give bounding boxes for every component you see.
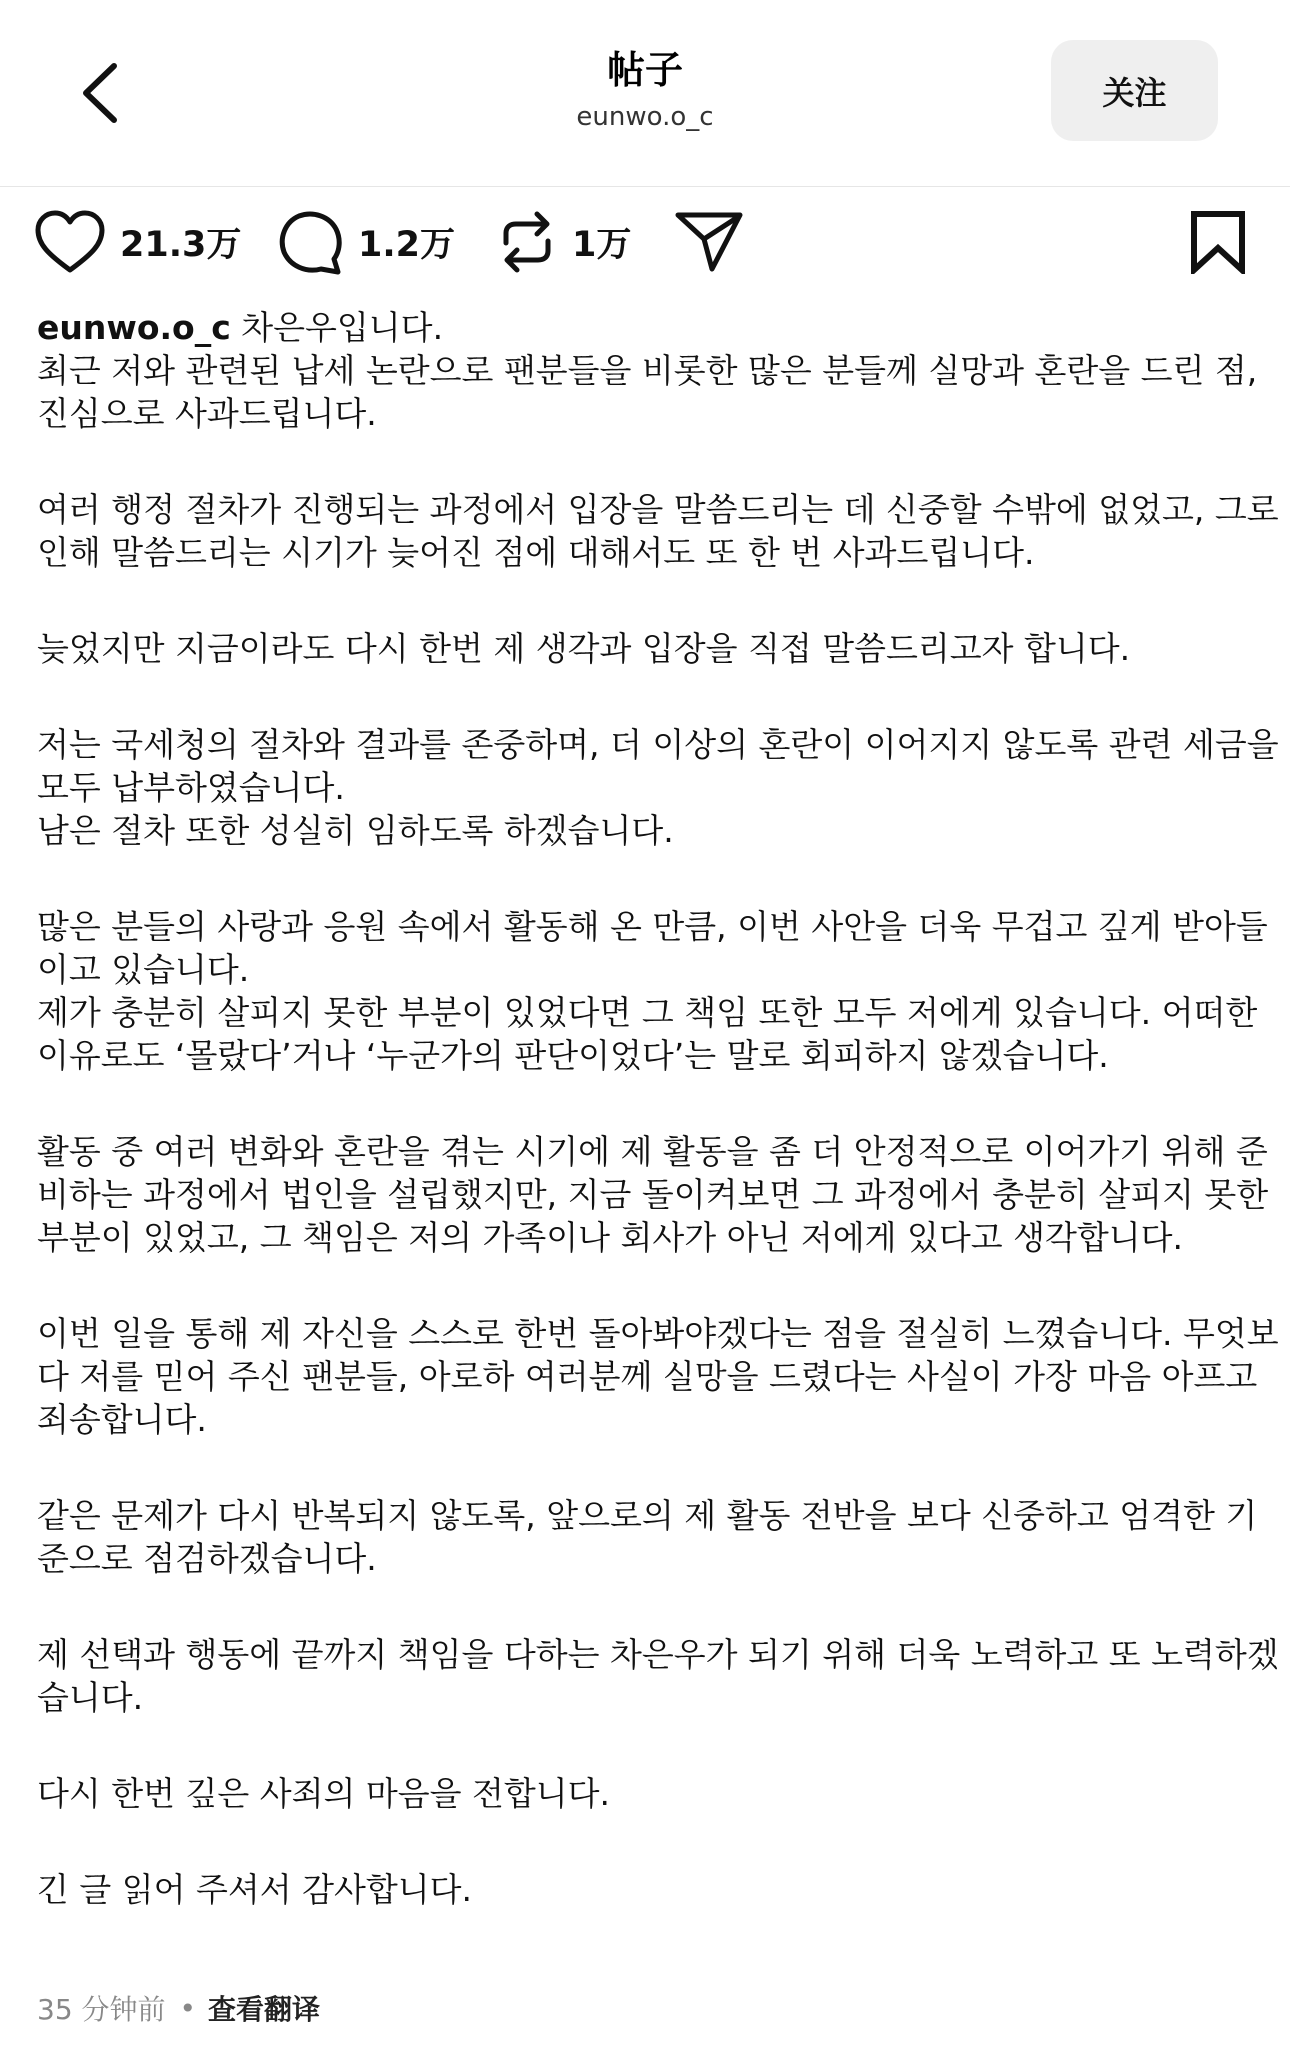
page-title: 帖子	[606, 48, 683, 92]
caption-line: 죄송합니다.	[37, 1400, 207, 1439]
caption-line: 모두 납부하였습니다.	[37, 768, 345, 807]
caption-line: 비하는 과정에서 법인을 설립했지만, 지금 돌이켜보면 그 과정에서 충분히 살피지 못한	[37, 1175, 1269, 1214]
top-bar	[0, 0, 1290, 187]
caption-paragraph	[37, 1130, 1269, 1259]
caption-line: 진심으로 사과드립니다.	[37, 394, 377, 433]
like-button[interactable]	[34, 200, 241, 284]
caption-line: 이유로도 ‘몰랐다’거나 ‘누군가의 판단이었다’는 말로 회피하지 않겠습니다.	[37, 1036, 1109, 1075]
caption-line: 제 선택과 행동에 끝까지 책임을 다하는 차은우가 되기 위해 더욱 노력하고 또 노력하겠	[37, 1635, 1279, 1674]
bookmark-icon	[1190, 210, 1246, 274]
comment-count: 1.2万	[358, 225, 456, 265]
caption-paragraph	[37, 349, 1262, 435]
footer-separator: •	[179, 1991, 197, 2025]
caption-line: 인해 말씀드리는 시기가 늦어진 점에 대해서도 또 한 번 사과드립니다.	[37, 533, 1035, 572]
caption-line: 긴 글 읽어 주셔서 감사합니다.	[37, 1870, 472, 1909]
caption-paragraph	[37, 1494, 1262, 1580]
caption-first-line	[37, 306, 1262, 349]
caption-line: 같은 문제가 다시 반복되지 않도록, 앞으로의 제 활동 전반을 보다 신중하고 엄격한 기	[37, 1496, 1258, 1535]
header-username[interactable]: eunwo.o_c	[576, 102, 714, 132]
caption-line: 많은 분들의 사랑과 응원 속에서 활동해 온 만큼, 이번 사안을 더욱 무겁고 깊게 받아들	[37, 907, 1268, 946]
action-bar	[34, 200, 1256, 284]
caption-paragraph	[37, 1772, 1262, 1815]
caption-line: 저는 국세청의 절차와 결과를 존중하며, 더 이상의 혼란이 이어지지 않도록 관련 세금을	[37, 725, 1279, 764]
caption-paragraph	[37, 723, 1279, 852]
post-footer	[37, 1988, 320, 2028]
caption-line: 이번 일을 통해 제 자신을 스스로 한번 돌아봐야겠다는 점을 절실히 느꼈습니다. 무엇보	[37, 1314, 1279, 1353]
caption-line: 최근 저와 관련된 납세 논란으로 팬분들을 비롯한 많은 분들께 실망과 혼란을 드린 점,	[37, 351, 1258, 390]
caption-line: 여러 행정 절차가 진행되는 과정에서 입장을 말씀드리는 데 신중할 수밖에 없었고, 그로	[37, 490, 1279, 529]
caption-line: 준으로 점검하겠습니다.	[37, 1539, 377, 1578]
share-button[interactable]	[674, 200, 744, 284]
caption-paragraph	[37, 1312, 1279, 1441]
caption-paragraph	[37, 488, 1279, 574]
caption-paragraph	[37, 905, 1268, 1077]
caption-paragraph	[37, 627, 1262, 670]
comment-icon	[278, 209, 344, 275]
caption-author[interactable]: eunwo.o_c	[37, 308, 231, 347]
bookmark-button[interactable]	[1180, 204, 1256, 280]
see-translation-link[interactable]: 查看翻译	[208, 1993, 321, 2026]
post-timestamp: 35 分钟前	[37, 1993, 166, 2026]
caption-line: 다시 한번 깊은 사죄의 마음을 전합니다.	[37, 1774, 610, 1813]
share-icon	[674, 209, 744, 275]
follow-button[interactable]: 关注	[1051, 40, 1218, 141]
caption-paragraph	[37, 1633, 1279, 1719]
repost-icon	[496, 209, 558, 275]
caption-line: 제가 충분히 살피지 못한 부분이 있었다면 그 책임 또한 모두 저에게 있습니다. 어떠한	[37, 993, 1258, 1032]
caption-line: 남은 절차 또한 성실히 임하도록 하겠습니다.	[37, 811, 674, 850]
like-count: 21.3万	[120, 225, 242, 265]
caption-line: 부분이 있었고, 그 책임은 저의 가족이나 회사가 아닌 저에게 있다고 생각합니다.	[37, 1218, 1183, 1257]
caption-line: 늦었지만 지금이라도 다시 한번 제 생각과 입장을 직접 말씀드리고자 합니다.	[37, 629, 1131, 668]
repost-button[interactable]	[496, 200, 631, 284]
caption-line: 습니다.	[37, 1678, 144, 1717]
caption-paragraph	[37, 1868, 1262, 1911]
caption-line: 이고 있습니다.	[37, 950, 250, 989]
comment-button[interactable]	[278, 200, 455, 284]
post-caption	[37, 306, 1279, 1911]
caption-paragraphs	[37, 349, 1279, 1911]
repost-count: 1万	[572, 225, 632, 265]
caption-intro: 차은우입니다.	[241, 308, 444, 347]
caption-line: 다 저를 믿어 주신 팬분들, 아로하 여러분께 실망을 드렸다는 사실이 가장 마음 아프고	[37, 1357, 1258, 1396]
caption-line: 활동 중 여러 변화와 혼란을 겪는 시기에 제 활동을 좀 더 안정적으로 이어가기 위해 준	[37, 1132, 1268, 1171]
heart-icon	[34, 210, 106, 274]
